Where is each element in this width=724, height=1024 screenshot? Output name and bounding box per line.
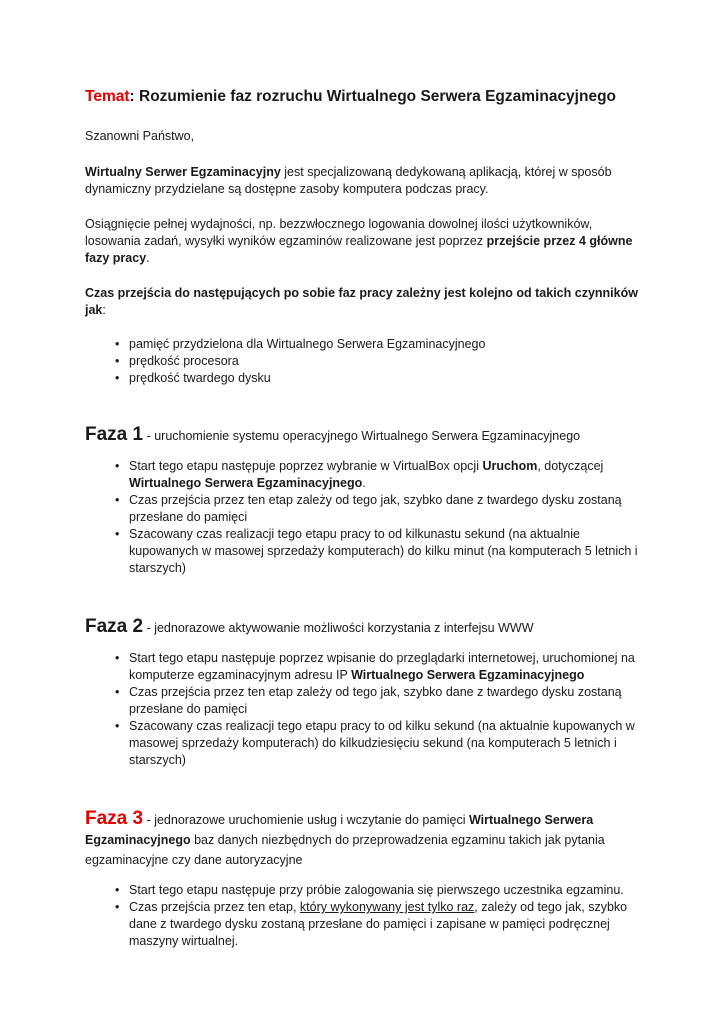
phase-3-section	[85, 809, 645, 950]
title-text: Rozumienie faz rozruchu Wirtualnego Serwera Egzaminacyjnego	[139, 88, 617, 105]
bullet-icon: •	[115, 651, 120, 665]
list-item: • prędkość twardego dysku	[115, 371, 271, 385]
document-title: Temat: Rozumienie faz rozruchu Wirtualnego Serwera Egzaminacyjnego	[85, 88, 617, 105]
list-item: • Start tego etapu następuje poprzez wybranie w VirtualBox opcji Uruchom, dotyczącej Wirtualnego Serwera Egzaminacyjnego.	[115, 459, 604, 490]
phase-1-list	[115, 458, 645, 577]
factors-paragraph: Czas przejścia do następujących po sobie faz pracy zależny jest kolejno od takich czynników jak:	[85, 286, 638, 317]
bullet-icon: •	[115, 900, 120, 914]
bullet-icon: •	[115, 459, 120, 473]
phase-2-heading: Faza 2 - jednorazowe aktywowanie możliwości korzystania z interfejsu WWW	[85, 616, 534, 637]
list-item: • Start tego etapu następuje przy próbie zalogowania się pierwszego uczestnika egzaminu.	[115, 883, 624, 897]
phase-2-section	[85, 617, 645, 769]
bullet-icon: •	[115, 527, 120, 541]
intro-paragraph: Wirtualny Serwer Egzaminacyjny jest specjalizowaną dedykowaną aplikacją, której w sposób dynamiczny przydzielane są dostępne zasoby komputera podczas pracy.	[85, 165, 612, 196]
bullet-icon: •	[115, 337, 120, 351]
bullet-icon: •	[115, 719, 120, 733]
bullet-icon: •	[115, 883, 120, 897]
list-item: • prędkość procesora	[115, 354, 239, 368]
phase-2-list	[115, 650, 645, 769]
bullet-icon: •	[115, 493, 120, 507]
document-page	[85, 88, 645, 950]
list-item: • Start tego etapu następuje poprzez wpisanie do przeglądarki internetowej, uruchomionej na komputerze egzaminacyjnym adresu IP Wirtualnego Serwera Egzaminacyjnego	[115, 651, 635, 682]
factors-list	[115, 336, 645, 387]
phase-3-list	[115, 882, 645, 950]
list-item: • Czas przejścia przez ten etap zależy od tego jak, szybko dane z twardego dysku zostaną przesłane do pamięci	[115, 685, 622, 716]
greeting: Szanowni Państwo,	[85, 129, 195, 143]
bullet-icon: •	[115, 371, 120, 385]
list-item: • Czas przejścia przez ten etap zależy od tego jak, szybko dane z twardego dysku zostaną przesłane do pamięci	[115, 493, 622, 524]
bullet-icon: •	[115, 685, 120, 699]
bullet-icon: •	[115, 354, 120, 368]
performance-paragraph: Osiągnięcie pełnej wydajności, np. bezzwłocznego logowania dowolnej ilości użytkowników, losowania zadań, wysyłki wyników egzaminów realizowane jest poprzez przejście przez 4 główne fazy pracy.	[85, 217, 633, 265]
list-item: • Szacowany czas realizacji tego etapu pracy to od kilku sekund (na aktualnie kupowanych w masowej sprzedaży komputerach) do kilkudziesięciu sekund (na komputerach 5 letnich i starszych)	[115, 719, 635, 767]
list-item: • pamięć przydzielona dla Wirtualnego Serwera Egzaminacyjnego	[115, 337, 486, 351]
phase-1-section	[85, 425, 645, 577]
list-item: • Szacowany czas realizacji tego etapu pracy to od kilkunastu sekund (na aktualnie kupowanych w masowej sprzedaży komputerach) do kilku minut (na komputerach 5 letnich i starszych)	[115, 527, 638, 575]
phase-1-heading: Faza 1 - uruchomienie systemu operacyjnego Wirtualnego Serwera Egzaminacyjnego	[85, 424, 581, 445]
list-item: • Czas przejścia przez ten etap, który wykonywany jest tylko raz, zależy od tego jak, szybko dane z twardego dysku zostaną przesłane do pamięci i zapisane w pamięci podręcznej maszyny wirtualnej.	[115, 900, 628, 948]
phase-3-heading: Faza 3 - jednorazowe uruchomienie usług i wczytanie do pamięci Wirtualnego Serwera Egzaminacyjnego baz danych niezbędnych do przeprowadzenia egzaminu takich jak pytania egzaminacyjne czy dane autoryzacyjne	[85, 808, 605, 867]
title-keyword: Temat	[85, 88, 130, 105]
